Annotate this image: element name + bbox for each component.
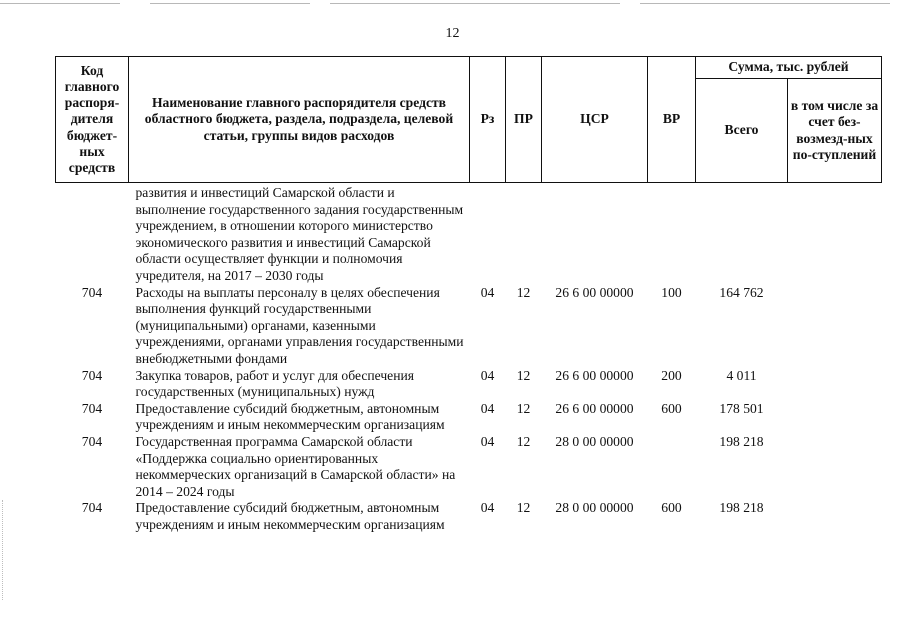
cell-total: 4 011 <box>726 367 757 383</box>
page-number: 12 <box>445 26 460 41</box>
cell-vr: 600 <box>661 400 682 416</box>
cell-code: 704 <box>81 400 103 416</box>
cell-vr: 600 <box>661 500 682 516</box>
continuation-text: развития и инвестиций Самарской области и выполнение государственного задания государственным учреждением, в отношении которого министерство экономического развития и инвестиций Самарской области осуществляет функции и полномочия учредителя, на 2017 – 2030 годы <box>135 185 464 283</box>
cell-gratuitous <box>788 401 882 434</box>
header-total: Всего <box>696 79 788 183</box>
cell-code: 704 <box>81 500 103 516</box>
cell-rz: 04 <box>480 367 495 383</box>
table-row <box>56 401 882 434</box>
budget-table <box>55 56 882 533</box>
cell-pr: 12 <box>516 367 531 383</box>
cell-rz: 04 <box>480 400 495 416</box>
cell-pr: 12 <box>516 433 531 449</box>
cell-csr: 26 6 00 00000 <box>555 400 634 416</box>
cell-code: 704 <box>81 367 103 383</box>
cell-name: Предоставление субсидий бюджетным, автономным учреждениям и иным некоммерческим организациям <box>135 400 445 433</box>
cell-name: Предоставление субсидий бюджетным, автономным учреждениям и иным некоммерческим организациям <box>135 500 445 532</box>
cell-csr: 26 6 00 00000 <box>555 367 634 383</box>
cell-name: Государственная программа Самарской области «Поддержка социально ориентированных некоммерческих организаций в Самарской области» на 2014 – 2024 годы <box>135 433 456 499</box>
table-header <box>56 57 882 183</box>
cell-gratuitous <box>788 434 882 500</box>
cell-rz: 04 <box>480 500 495 516</box>
scan-edge-marks <box>2 500 9 600</box>
cell-total: 198 218 <box>719 433 764 449</box>
table-row <box>56 500 882 533</box>
cell-pr: 12 <box>516 284 531 300</box>
table-body <box>56 183 882 534</box>
table-row <box>56 368 882 401</box>
cell-name: Закупка товаров, работ и услуг для обеспечения государственных (муниципальных) нужд <box>135 367 414 400</box>
header-pr: ПР <box>506 57 542 183</box>
scan-top-rule <box>0 3 905 5</box>
table-row <box>56 285 882 368</box>
cell-code: 704 <box>81 433 103 449</box>
header-vr: ВР <box>648 57 696 183</box>
cell-vr <box>648 434 696 500</box>
cell-pr: 12 <box>516 500 531 516</box>
table-row <box>56 434 882 500</box>
header-sum-group: Сумма, тыс. рублей <box>696 57 882 79</box>
cell-code: 704 <box>81 284 103 300</box>
cell-pr: 12 <box>516 400 531 416</box>
cell-rz: 04 <box>480 433 495 449</box>
table-row-continuation <box>56 183 882 285</box>
header-csr: ЦСР <box>542 57 648 183</box>
cell-csr: 28 0 00 00000 <box>555 500 634 516</box>
cell-name: Расходы на выплаты персоналу в целях обеспечения выполнения функций государственными (муниципальными) органами, казенными учреждениями, органами управления государственными внебюджетными фондами <box>135 284 464 366</box>
header-rz: Рз <box>470 57 506 183</box>
cell-total: 178 501 <box>719 400 764 416</box>
cell-gratuitous <box>788 500 882 533</box>
cell-gratuitous <box>788 368 882 401</box>
cell-gratuitous <box>788 285 882 368</box>
cell-total: 198 218 <box>719 500 764 516</box>
cell-rz: 04 <box>480 284 495 300</box>
cell-csr: 26 6 00 00000 <box>555 284 634 300</box>
header-gratuitous: в том числе за счет без-возмезд-ных по-ступлений <box>788 79 882 183</box>
header-name: Наименование главного распорядителя средств областного бюджета, раздела, подраздела, целевой статьи, группы видов расходов <box>129 57 470 183</box>
cell-total: 164 762 <box>719 284 764 300</box>
header-code: Код главного распоря-дителя бюджет-ных средств <box>56 57 129 183</box>
cell-vr: 200 <box>661 367 682 383</box>
cell-vr: 100 <box>661 284 682 300</box>
cell-csr: 28 0 00 00000 <box>555 433 634 449</box>
